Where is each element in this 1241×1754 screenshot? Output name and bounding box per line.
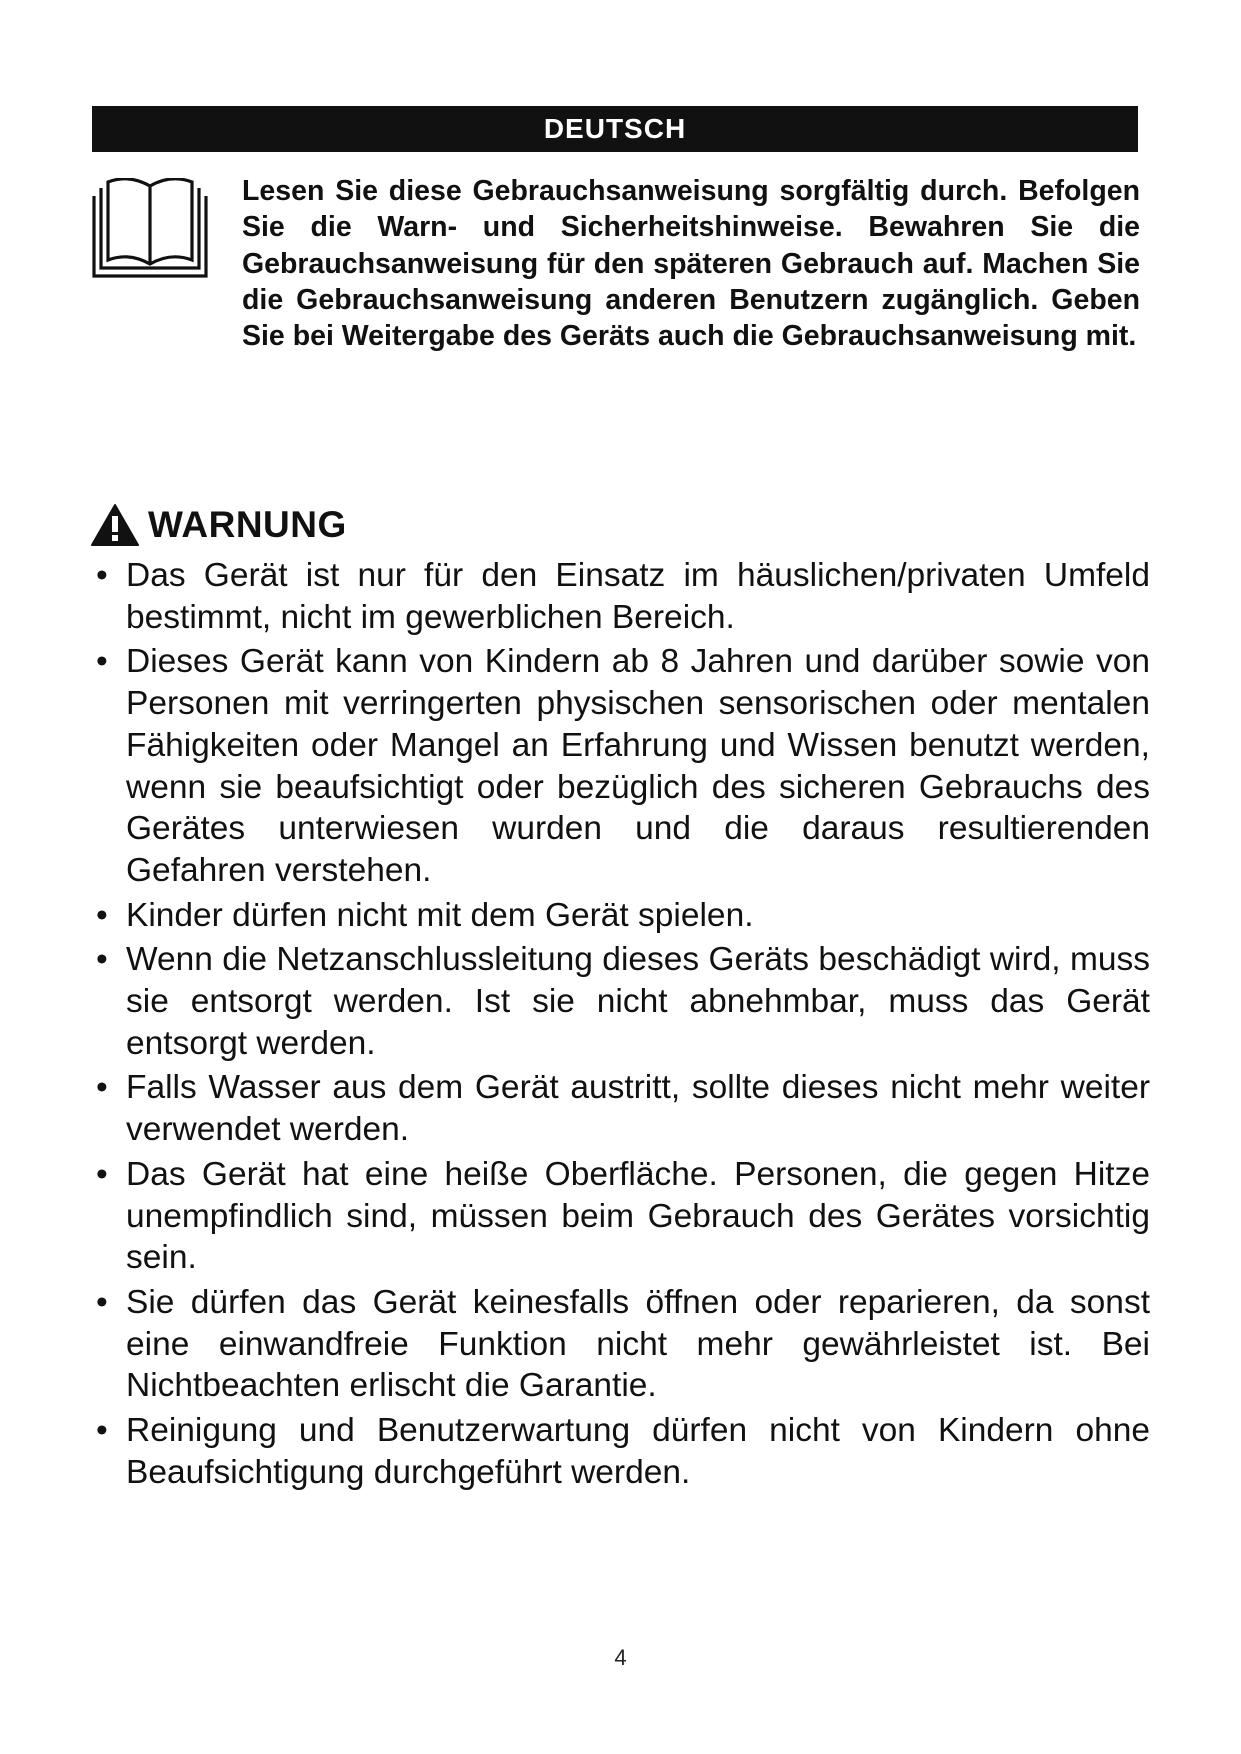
bullet: •	[96, 1069, 108, 1107]
bullet: •	[96, 643, 108, 681]
bullet: •	[96, 557, 108, 594]
warning-item-text: Sie dürfen das Gerät keinesfalls öffnen oder reparieren, da sonst eine einwandfreie Funktion nicht mehr gewährleistet ist. Bei Nichtbeachten erlischt die Garantie.	[126, 1283, 1150, 1405]
warning-heading	[90, 502, 347, 548]
warning-item	[96, 1410, 1160, 1493]
bullet: •	[96, 941, 108, 979]
language-header: DEUTSCH	[92, 106, 1138, 152]
warning-item	[96, 555, 1160, 638]
warning-item-text: Reinigung und Benutzerwartung dürfen nicht von Kindern ohne Beaufsichtigung durchgeführt werden.	[126, 1412, 1150, 1491]
warning-item-text: Kinder dürfen nicht mit dem Gerät spielen.	[126, 896, 754, 934]
warning-item-text: Das Gerät ist nur für den Einsatz im häuslichen/privaten Umfeld bestimmt, nicht im gewerblichen Bereich.	[126, 557, 1150, 636]
warning-item	[96, 895, 1160, 937]
warning-item-text: Wenn die Netzanschlussleitung dieses Geräts beschädigt wird, muss sie entsorgt werden. Ist sie nicht abnehmbar, muss das Gerät entsorgt werden.	[126, 941, 1150, 1062]
warning-title: WARNUNG	[148, 504, 347, 545]
warning-item	[96, 939, 1160, 1064]
warning-item	[96, 1154, 1160, 1279]
bullet: •	[96, 896, 108, 934]
warning-item-text: Das Gerät hat eine heiße Oberfläche. Personen, die gegen Hitze unempfindlich sind, müssen beim Gebrauch des Gerätes vorsichtig sein.	[126, 1155, 1150, 1277]
open-book-icon	[90, 178, 210, 280]
warning-item	[96, 1282, 1160, 1407]
warning-item	[96, 641, 1160, 891]
bullet: •	[96, 1283, 108, 1321]
warning-list	[96, 555, 1160, 1496]
warning-triangle-icon	[90, 503, 140, 547]
intro-instructions: Lesen Sie diese Gebrauchsanweisung sorgfältig durch. Befolgen Sie die Warn- und Sicherheitshinweise. Bewahren Sie die Gebrauchsanweisung für den späteren Gebrauch auf. Machen Sie die Gebrauchsanweisung anderen Benutzern zugänglich. Geben Sie bei Weitergabe des Geräts auch die Gebrauchsanweisung mit.	[242, 175, 1140, 353]
warning-item-text: Falls Wasser aus dem Gerät austritt, sollte dieses nicht mehr weiter verwendet werden.	[126, 1069, 1150, 1149]
warning-item-text: Dieses Gerät kann von Kindern ab 8 Jahren und darüber sowie von Personen mit verringerten physischen sensorischen oder mentalen Fähigkeiten oder Mangel an Erfahrung und Wissen benutzt werden, wenn sie beaufsichtigt oder bezüglich des sicheren Gebrauchs des Gerätes unterwiesen wurden und die daraus resultierenden Gefahren verstehen.	[126, 643, 1150, 889]
warning-item	[96, 1067, 1160, 1150]
page-number: 4	[614, 1645, 627, 1670]
bullet: •	[96, 1155, 108, 1193]
bullet: •	[96, 1412, 108, 1450]
